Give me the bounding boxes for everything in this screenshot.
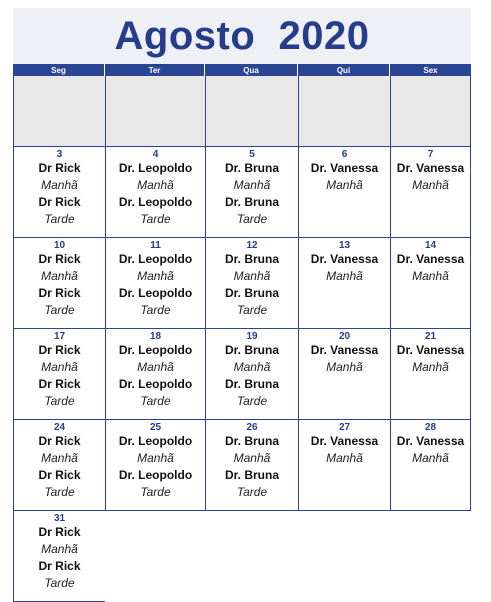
doctor-name: Dr Rick: [38, 525, 81, 539]
shift-label: Tarde: [44, 303, 75, 317]
day-number: 17: [53, 331, 66, 342]
doctor-name: Dr. Bruna: [224, 161, 279, 175]
day-number: 14: [424, 240, 437, 251]
week-row: [13, 147, 471, 238]
blank-day-cell: [13, 76, 105, 147]
weekday-header: Qui: [298, 64, 390, 76]
empty-cell: [390, 511, 471, 602]
blank-day-cell: [390, 76, 471, 147]
shift-label: Tarde: [236, 485, 268, 499]
shift-label: Manhã: [326, 178, 363, 192]
day-number: 21: [424, 331, 437, 342]
day-number: 18: [149, 331, 162, 342]
doctor-name: Dr. Vanessa: [396, 343, 465, 357]
doctor-name: Dr Rick: [38, 252, 81, 266]
shift-label: Manhã: [41, 360, 78, 374]
doctor-name: Dr Rick: [38, 434, 81, 448]
day-cell: [298, 329, 390, 420]
doctor-name: Dr. Vanessa: [396, 252, 465, 266]
weekday-header: Ter: [105, 64, 205, 76]
shift-label: Manhã: [326, 269, 363, 283]
doctor-name: Dr. Vanessa: [310, 343, 379, 357]
shift-label: Manhã: [137, 360, 174, 374]
shift-label: Manhã: [41, 451, 78, 465]
shift-label: Manhã: [41, 542, 78, 556]
day-cell: [390, 238, 471, 329]
doctor-name: Dr. Bruna: [224, 195, 279, 209]
shift-label: Manhã: [137, 269, 174, 283]
doctor-name: Dr. Vanessa: [310, 434, 379, 448]
doctor-name: Dr Rick: [38, 195, 81, 209]
empty-cell: [298, 511, 390, 602]
shift-label: Tarde: [236, 303, 268, 317]
shift-label: Manhã: [233, 178, 271, 192]
day-cell: [205, 147, 298, 238]
shift-label: Tarde: [236, 212, 268, 226]
blank-day-cell: [105, 76, 205, 147]
shift-label: Manhã: [412, 360, 449, 374]
shift-label: Tarde: [140, 485, 171, 499]
day-number: 25: [149, 422, 162, 433]
shift-label: Tarde: [140, 394, 171, 408]
week-row: [13, 238, 471, 329]
day-number: 5: [249, 149, 255, 160]
shift-label: Manhã: [41, 178, 78, 192]
doctor-name: Dr. Bruna: [224, 286, 279, 300]
doctor-name: Dr Rick: [38, 468, 81, 482]
doctor-name: Dr. Leopoldo: [118, 468, 193, 482]
day-cell: [105, 238, 205, 329]
weekday-header: Sex: [390, 64, 471, 76]
blank-day-cell: [298, 76, 390, 147]
day-cell: [13, 329, 105, 420]
day-cell: [13, 420, 105, 511]
day-cell: [298, 238, 390, 329]
day-cell: [205, 420, 298, 511]
shift-label: Tarde: [44, 212, 75, 226]
shift-label: Manhã: [233, 451, 271, 465]
day-number: 3: [56, 149, 63, 160]
doctor-name: Dr Rick: [38, 377, 81, 391]
doctor-name: Dr. Bruna: [224, 377, 279, 391]
shift-label: Manhã: [326, 451, 363, 465]
weekday-header-row: [13, 64, 471, 76]
shift-label: Manhã: [412, 178, 449, 192]
doctor-name: Dr. Leopoldo: [118, 377, 193, 391]
doctor-name: Dr. Bruna: [224, 343, 279, 357]
doctor-name: Dr Rick: [38, 286, 81, 300]
day-cell: [390, 420, 471, 511]
day-cell: [390, 329, 471, 420]
doctor-name: Dr Rick: [38, 559, 81, 573]
day-number: 26: [246, 422, 258, 433]
day-number: 24: [53, 422, 66, 433]
shift-label: Tarde: [236, 394, 268, 408]
doctor-name: Dr. Leopoldo: [118, 161, 193, 175]
doctor-name: Dr. Vanessa: [396, 161, 465, 175]
title-bar: [13, 8, 471, 64]
day-cell: [105, 329, 205, 420]
day-number: 20: [338, 331, 351, 342]
doctor-name: Dr. Leopoldo: [118, 195, 193, 209]
shift-label: Manhã: [412, 269, 449, 283]
doctor-name: Dr. Vanessa: [310, 161, 379, 175]
page-title: Agosto 2020: [114, 13, 370, 58]
week-row: [13, 511, 471, 602]
week-row: [13, 420, 471, 511]
day-number: 12: [246, 240, 258, 251]
shift-label: Tarde: [44, 576, 75, 590]
shift-label: Manhã: [137, 451, 174, 465]
day-cell: [205, 238, 298, 329]
doctor-name: Dr. Vanessa: [310, 252, 379, 266]
doctor-name: Dr. Vanessa: [396, 434, 465, 448]
shift-label: Tarde: [140, 303, 171, 317]
day-number: 11: [150, 240, 161, 251]
week-row: [13, 329, 471, 420]
day-number: 13: [338, 240, 351, 251]
day-number: 28: [424, 422, 437, 433]
day-number: 6: [341, 149, 348, 160]
doctor-name: Dr. Leopoldo: [118, 434, 193, 448]
doctor-name: Dr Rick: [38, 161, 81, 175]
shift-label: Tarde: [44, 394, 75, 408]
empty-cell: [205, 511, 298, 602]
shift-label: Manhã: [233, 269, 271, 283]
shift-label: Manhã: [41, 269, 78, 283]
weekday-header: Qua: [205, 64, 298, 76]
shift-label: Manhã: [233, 360, 271, 374]
calendar-grid: [13, 64, 471, 602]
day-cell: [13, 511, 105, 602]
empty-cell: [105, 511, 205, 602]
day-cell: [390, 147, 471, 238]
doctor-name: Dr. Leopoldo: [118, 252, 193, 266]
doctor-name: Dr. Bruna: [224, 434, 279, 448]
shift-label: Manhã: [137, 178, 174, 192]
day-cell: [13, 238, 105, 329]
day-cell: [13, 147, 105, 238]
day-cell: [205, 329, 298, 420]
day-cell: [105, 420, 205, 511]
blank-day-cell: [205, 76, 298, 147]
doctor-name: Dr. Leopoldo: [118, 343, 193, 357]
blank-week-row: [13, 76, 471, 147]
shift-label: Tarde: [140, 212, 171, 226]
weekday-header: Seg: [13, 64, 105, 76]
doctor-name: Dr. Bruna: [224, 252, 279, 266]
day-number: 31: [53, 513, 66, 524]
shift-label: Manhã: [326, 360, 363, 374]
doctor-name: Dr. Bruna: [224, 468, 279, 482]
doctor-name: Dr Rick: [38, 343, 81, 357]
shift-label: Manhã: [412, 451, 449, 465]
shift-label: Tarde: [44, 485, 75, 499]
day-number: 27: [338, 422, 351, 433]
day-number: 19: [246, 331, 258, 342]
day-number: 7: [427, 149, 434, 160]
doctor-name: Dr. Leopoldo: [118, 286, 193, 300]
day-cell: [298, 147, 390, 238]
day-number: 10: [53, 240, 66, 251]
day-cell: [298, 420, 390, 511]
day-cell: [105, 147, 205, 238]
day-number: 4: [152, 149, 159, 160]
